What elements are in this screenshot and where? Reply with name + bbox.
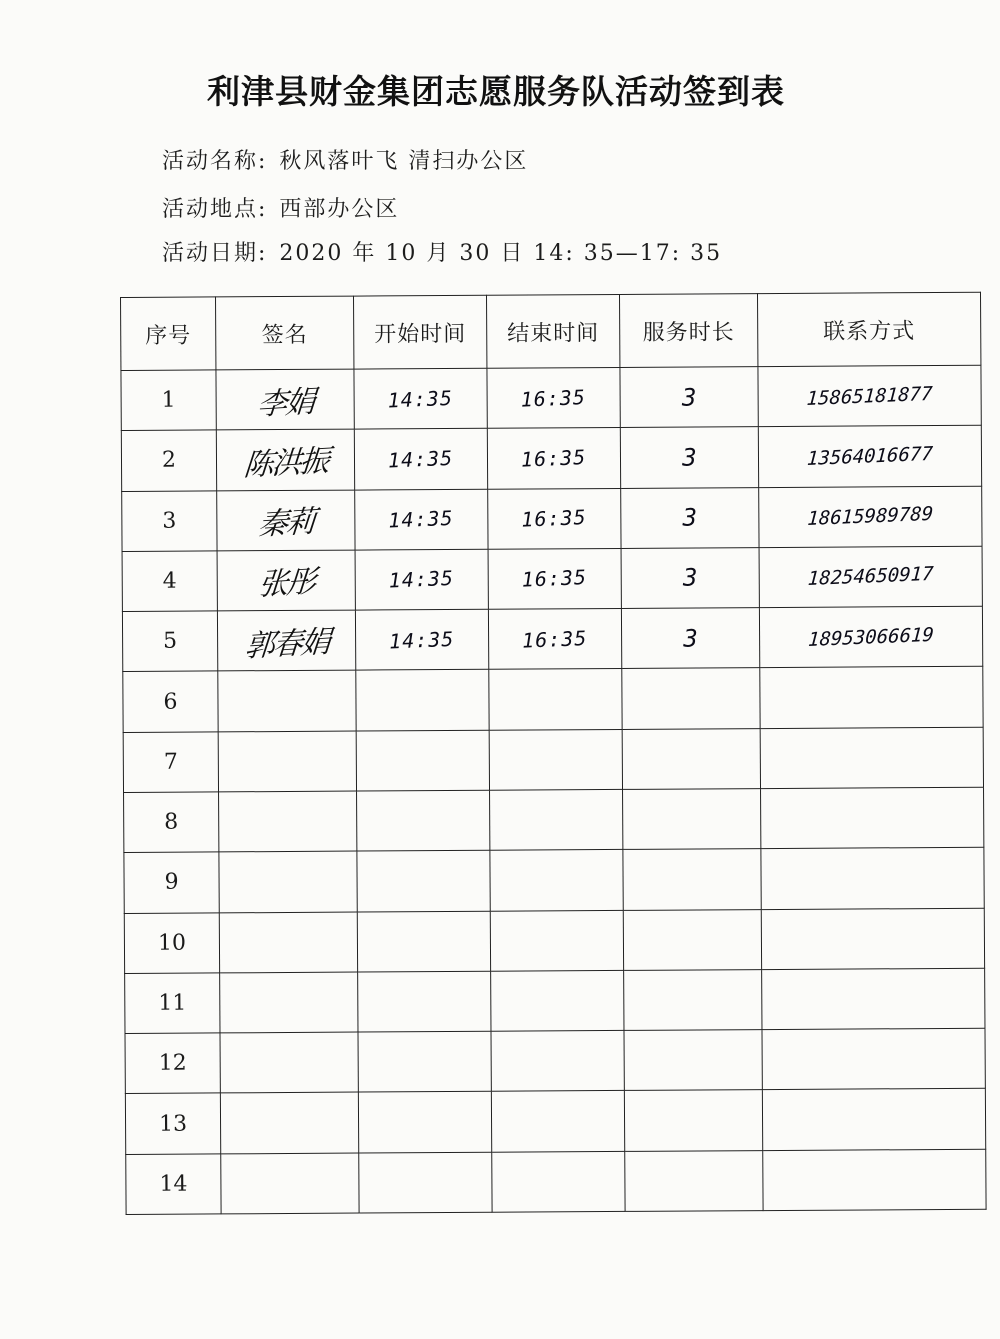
signature-cell <box>218 670 356 731</box>
activity-date-line <box>162 236 722 267</box>
start-time-cell <box>358 1092 491 1153</box>
duration-cell <box>620 427 758 488</box>
end-time-cell <box>488 609 621 670</box>
signature-cell <box>217 550 355 611</box>
table-row <box>125 1089 985 1155</box>
table-row <box>126 1149 986 1215</box>
seq-cell: 10 <box>124 912 219 973</box>
activity-name-line <box>162 144 528 175</box>
contact-value: 18615989789 <box>806 503 934 531</box>
header-contact: 联系方式 <box>757 292 980 366</box>
activity-place-label: 活动地点: <box>162 197 268 222</box>
start-time-cell <box>354 429 487 490</box>
signature-value: 张彤 <box>256 564 316 604</box>
end-time-cell <box>488 548 621 609</box>
activity-name-value: 秋风落叶飞 清扫办公区 <box>279 149 529 174</box>
end-time-cell <box>491 1031 624 1092</box>
contact-cell <box>760 727 983 789</box>
header-signature: 签名 <box>216 296 354 370</box>
start-time-cell <box>355 609 488 670</box>
duration-cell <box>624 1090 762 1151</box>
seq-cell: 12 <box>125 1033 220 1094</box>
start-time-value: 14:35 <box>387 385 454 413</box>
end-time-cell <box>489 729 622 790</box>
sign-in-table-wrapper <box>120 292 986 1215</box>
end-time-cell <box>491 1091 624 1152</box>
seq-cell: 9 <box>124 852 219 913</box>
duration-value: 3 <box>681 383 697 412</box>
duration-cell <box>620 367 758 428</box>
start-time-value: 14:35 <box>387 445 455 473</box>
activity-place-value: 西部办公区 <box>279 197 400 222</box>
start-time-cell <box>358 971 491 1032</box>
header-end-time: 结束时间 <box>486 294 619 368</box>
duration-cell <box>624 1030 762 1091</box>
signature-cell <box>220 1092 358 1153</box>
duration-cell <box>621 547 759 608</box>
signature-cell <box>220 972 358 1033</box>
sign-in-table <box>120 292 987 1215</box>
contact-cell <box>759 486 982 548</box>
end-time-cell <box>490 910 623 971</box>
contact-value: 15865181877 <box>806 382 934 410</box>
duration-cell <box>623 849 761 910</box>
signature-value: 秦莉 <box>256 504 315 543</box>
duration-cell <box>623 909 761 970</box>
table-row <box>124 847 984 913</box>
end-time-value: 16:35 <box>520 384 587 412</box>
signature-cell <box>220 1032 358 1093</box>
activity-date-value: 2020 年 10 月 30 日 14: 35—17: 35 <box>279 241 723 266</box>
signature-cell <box>218 731 356 792</box>
end-time-value: 16:35 <box>521 565 588 593</box>
start-time-cell <box>356 730 489 791</box>
start-time-cell <box>354 368 487 429</box>
end-time-cell <box>490 789 623 850</box>
duration-value: 3 <box>682 503 698 532</box>
start-time-value: 14:35 <box>388 506 455 533</box>
duration-value: 3 <box>683 624 698 653</box>
end-time-value: 16:35 <box>521 505 588 532</box>
end-time-value: 16:35 <box>520 444 588 472</box>
contact-value: 18953066619 <box>807 623 935 651</box>
seq-cell: 3 <box>122 490 217 551</box>
start-time-cell <box>355 489 488 550</box>
start-time-cell <box>359 1152 492 1213</box>
contact-cell <box>759 546 982 608</box>
table-row <box>125 1028 985 1094</box>
contact-cell <box>758 365 981 427</box>
contact-cell <box>761 847 984 909</box>
signature-cell <box>219 791 357 852</box>
table-row <box>124 787 984 853</box>
duration-cell <box>622 668 760 729</box>
signature-cell <box>216 369 354 430</box>
table-row <box>121 426 981 492</box>
end-time-cell <box>492 1151 625 1212</box>
signature-cell <box>221 1153 359 1214</box>
duration-cell <box>625 1150 763 1211</box>
header-seq: 序号 <box>121 297 216 371</box>
signature-value: 李娟 <box>255 383 315 423</box>
seq-cell: 11 <box>125 973 220 1034</box>
start-time-cell <box>357 851 490 912</box>
start-time-value: 14:35 <box>389 626 456 654</box>
seq-cell: 13 <box>125 1093 220 1154</box>
start-time-cell <box>356 670 489 731</box>
seq-cell: 2 <box>121 430 216 491</box>
contact-value: 18254650917 <box>807 563 935 591</box>
table-row <box>125 968 985 1034</box>
end-time-cell <box>487 428 620 489</box>
signature-cell <box>217 490 355 551</box>
duration-value: 3 <box>682 563 698 593</box>
contact-cell <box>763 1149 986 1211</box>
end-time-cell <box>487 367 620 428</box>
start-time-cell <box>358 1031 491 1092</box>
duration-cell <box>623 789 761 850</box>
seq-cell: 8 <box>124 792 219 853</box>
signature-cell <box>219 851 357 912</box>
seq-cell: 6 <box>123 671 218 732</box>
duration-cell <box>621 608 759 669</box>
table-row <box>124 908 984 974</box>
seq-cell: 1 <box>121 370 216 431</box>
end-time-cell <box>489 669 622 730</box>
contact-value: 13564016677 <box>806 442 934 470</box>
table-row <box>123 667 983 733</box>
contact-cell <box>758 426 981 488</box>
contact-cell <box>761 787 984 849</box>
end-time-cell <box>488 488 621 549</box>
seq-cell: 14 <box>126 1154 221 1215</box>
activity-name-label: 活动名称: <box>162 149 268 174</box>
contact-cell <box>761 908 984 970</box>
start-time-cell <box>355 549 488 610</box>
header-duration: 服务时长 <box>619 294 757 368</box>
contact-cell <box>762 1089 985 1151</box>
table-row <box>122 486 982 552</box>
duration-value: 3 <box>682 443 697 472</box>
end-time-cell <box>491 970 624 1031</box>
end-time-value: 16:35 <box>522 625 589 653</box>
signature-cell <box>216 429 354 490</box>
start-time-cell <box>357 790 490 851</box>
contact-cell <box>759 606 982 668</box>
start-time-cell <box>357 911 490 972</box>
table-row <box>121 365 981 431</box>
document-title: 利津县财金集团志愿服务队活动签到表 <box>207 72 785 111</box>
seq-cell: 7 <box>123 732 218 793</box>
table-row <box>123 727 983 793</box>
duration-cell <box>621 487 759 548</box>
table-row <box>122 606 982 672</box>
activity-place-line <box>162 192 399 223</box>
seq-cell: 4 <box>122 551 217 612</box>
start-time-value: 14:35 <box>388 566 455 593</box>
contact-cell <box>762 1028 985 1090</box>
signature-value: 郭春娟 <box>242 624 330 665</box>
header-start-time: 开始时间 <box>353 295 486 369</box>
activity-date-label: 活动日期: <box>162 241 268 266</box>
signature-value: 陈洪振 <box>241 443 329 484</box>
table-row <box>122 546 982 612</box>
signature-cell <box>219 912 357 973</box>
duration-cell <box>622 728 760 789</box>
duration-cell <box>624 969 762 1030</box>
contact-cell <box>762 968 985 1030</box>
seq-cell: 5 <box>122 611 217 672</box>
contact-cell <box>760 667 983 729</box>
table-header-row <box>121 292 981 370</box>
end-time-cell <box>490 850 623 911</box>
signature-cell <box>217 610 355 671</box>
